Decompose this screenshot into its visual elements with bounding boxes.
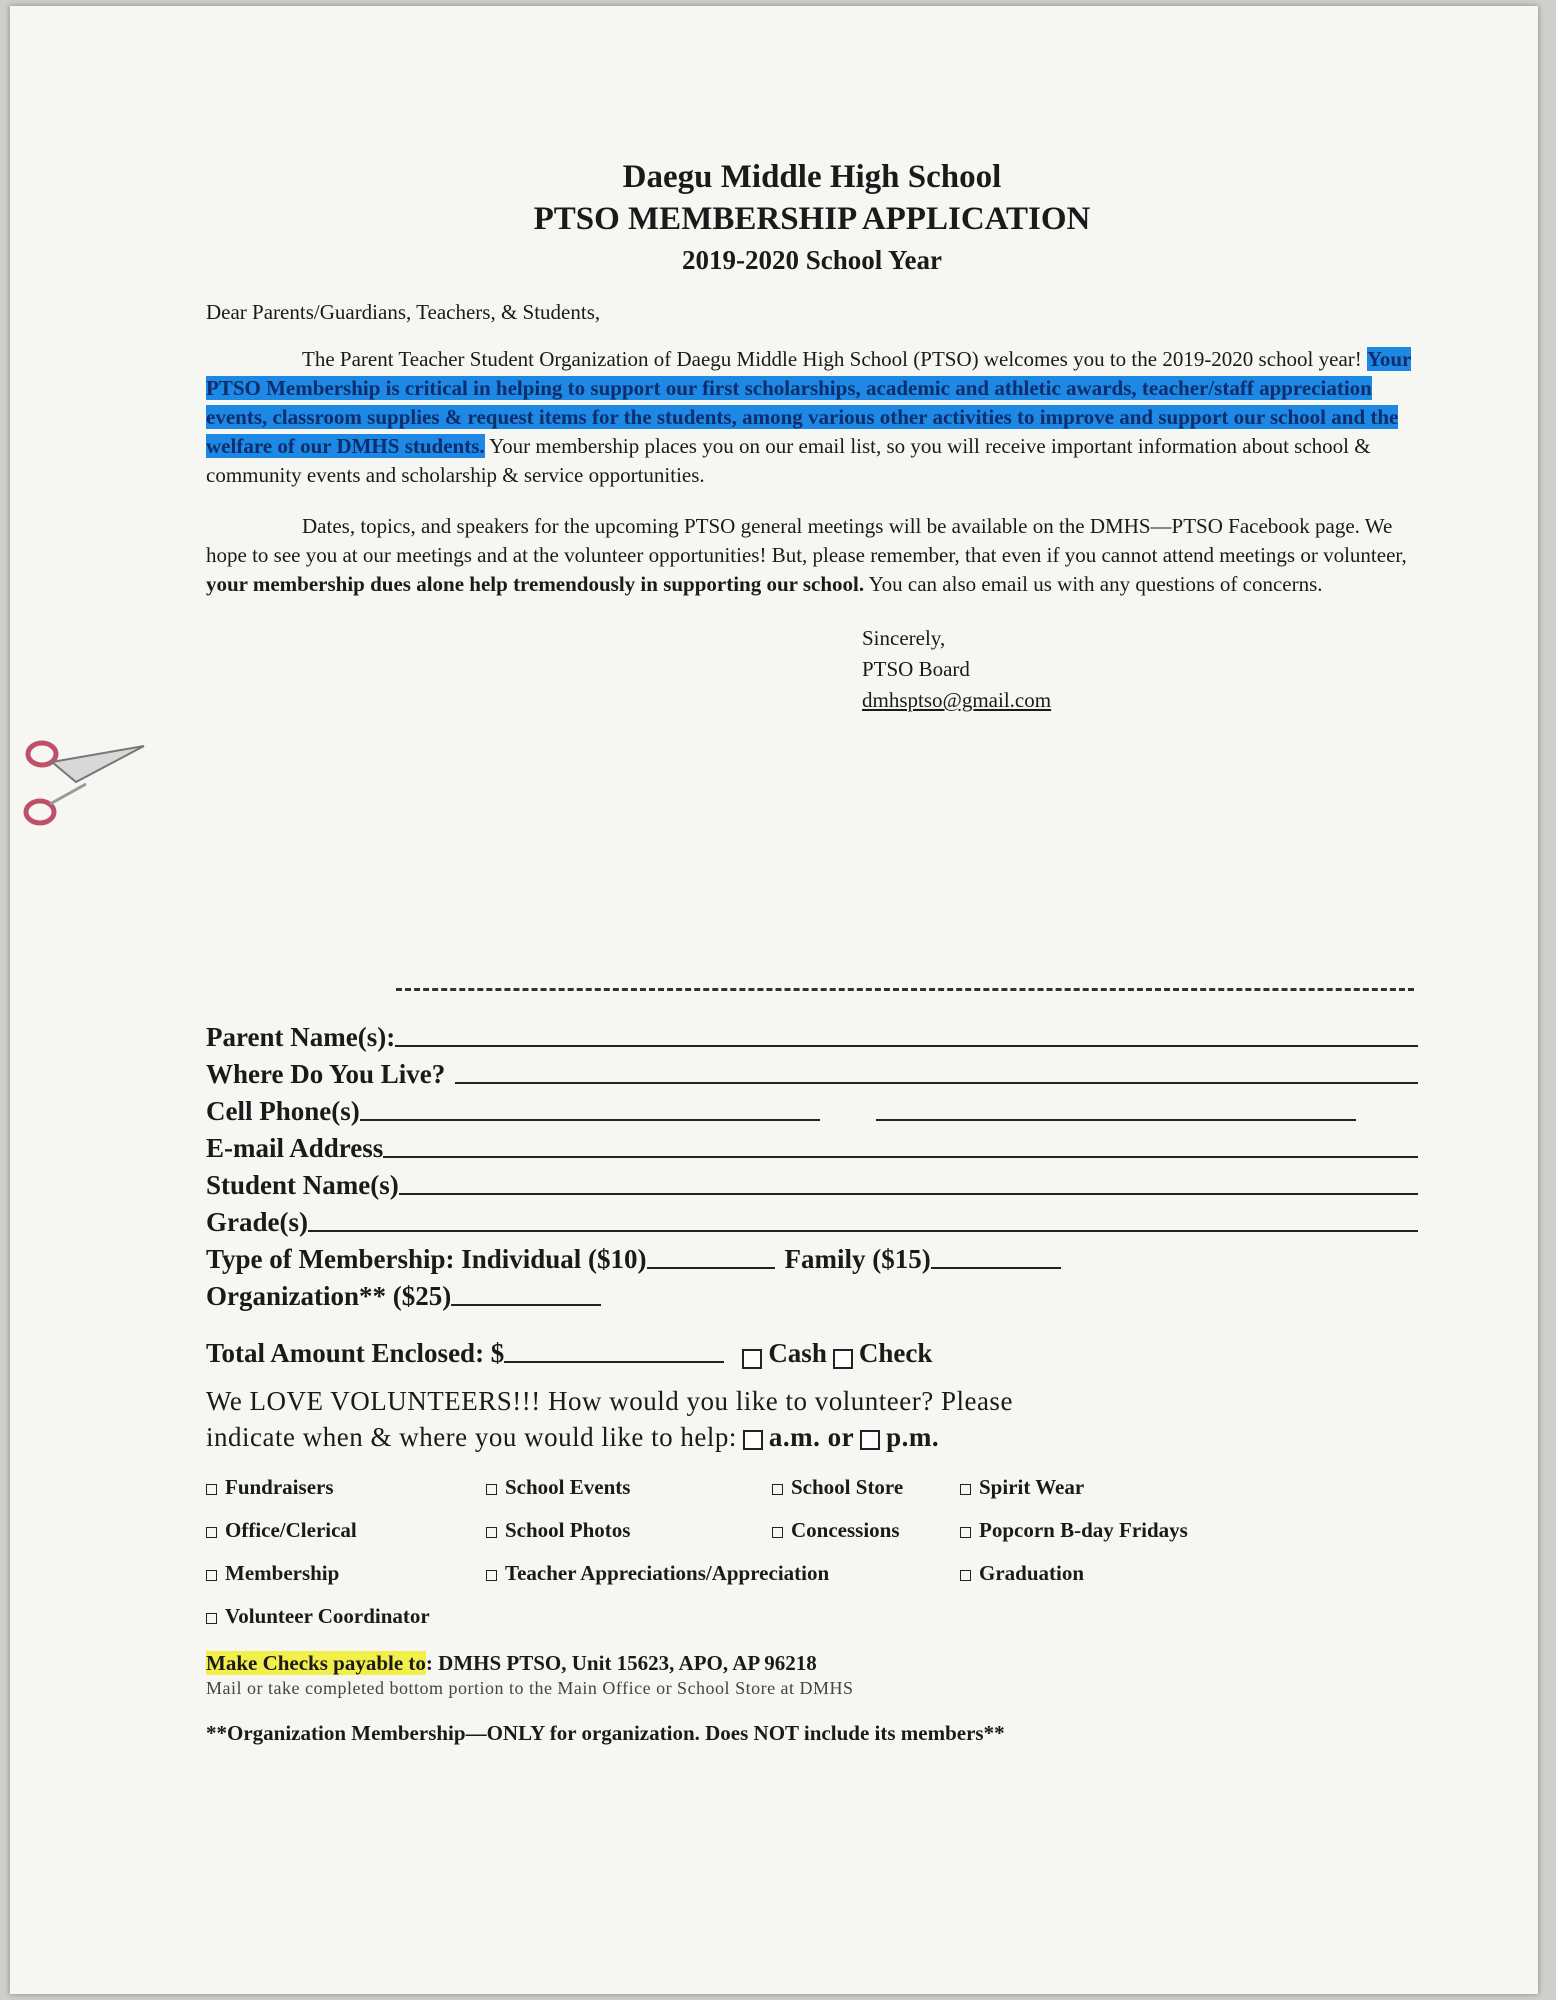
volunteer-option[interactable] (772, 1518, 960, 1543)
option-label: Office/Clerical (225, 1518, 357, 1542)
school-year: 2019-2020 School Year (682, 245, 942, 275)
organization-field[interactable] (451, 1303, 601, 1306)
email-row (206, 1127, 1418, 1164)
total-field[interactable] (504, 1360, 724, 1363)
signature-block (862, 623, 1418, 716)
option-checkbox[interactable] (960, 1484, 971, 1495)
volunteer-option[interactable] (960, 1561, 1280, 1586)
pm-checkbox[interactable] (860, 1430, 880, 1450)
cell-phone-field-1[interactable] (360, 1118, 820, 1121)
option-checkbox[interactable] (772, 1484, 783, 1495)
option-checkbox[interactable] (960, 1570, 971, 1581)
cell-phone-label: Cell Phone(s) (206, 1096, 360, 1126)
cash-label: Cash (768, 1338, 827, 1368)
grade-row (206, 1201, 1418, 1238)
individual-field[interactable] (647, 1266, 775, 1269)
student-name-label: Student Name(s) (206, 1170, 399, 1200)
document-content (206, 156, 1418, 716)
parent-name-label: Parent Name(s): (206, 1022, 396, 1052)
paragraph-1-start: The Parent Teacher Student Organization of Daegu Middle High School (PTSO) welcomes you to the 2019-2020 school year! (302, 347, 1368, 371)
volunteer-option[interactable] (486, 1518, 772, 1543)
volunteer-options (206, 1475, 1418, 1629)
organization-label: Organization** ($25) (206, 1281, 452, 1311)
paragraph-2-start: Dates, topics, and speakers for the upcoming PTSO general meetings will be available on the DMHS—PTSO Facebook page. We hope to see you at our meetings and at the volunteer opportunities! But, please remember, that even if you cannot attend meetings or volunteer, (206, 514, 1407, 567)
check-checkbox[interactable] (833, 1349, 853, 1369)
paragraph-1-end: Your membership places you on our email list, so you will receive important information about school & community events and scholarship & service opportunities. (206, 434, 1371, 487)
option-label: Popcorn B-day Fridays (979, 1518, 1188, 1542)
option-label: Volunteer Coordinator (225, 1604, 430, 1628)
grade-field[interactable] (308, 1229, 1418, 1232)
option-checkbox[interactable] (772, 1527, 783, 1538)
document-page (10, 6, 1538, 1994)
option-checkbox[interactable] (486, 1484, 497, 1495)
paragraph-2-bold: your membership dues alone help tremendously in supporting our school. (206, 572, 865, 596)
option-checkbox[interactable] (960, 1527, 971, 1538)
option-label: Concessions (791, 1518, 900, 1542)
volunteer-option[interactable] (486, 1475, 772, 1500)
highlighted-text: Your PTSO Membership is critical in helping to support our first scholarships, academic and athletic awards, teacher/staff appreciation events, classroom supplies & request items for the students, among various other activities to improve and support our school and the welfare of our DMHS students. (206, 347, 1412, 458)
where-live-field[interactable] (455, 1081, 1418, 1084)
email-field[interactable] (383, 1155, 1418, 1158)
option-label: School Events (505, 1475, 631, 1499)
option-checkbox[interactable] (206, 1613, 217, 1624)
volunteer-option[interactable] (960, 1475, 1280, 1500)
volunteer-heading (206, 1383, 1418, 1455)
option-checkbox[interactable] (486, 1527, 497, 1538)
family-label: Family ($15) (784, 1244, 931, 1274)
option-label: Graduation (979, 1561, 1085, 1585)
volunteer-option[interactable] (486, 1561, 960, 1586)
volunteer-heading-line-2 (206, 1419, 1418, 1455)
option-label: Fundraisers (225, 1475, 334, 1499)
cell-phone-row (206, 1090, 1418, 1127)
option-checkbox[interactable] (206, 1570, 217, 1581)
volunteer-option[interactable] (206, 1475, 486, 1500)
pm-label: p.m. (886, 1422, 940, 1452)
paragraph-2 (206, 512, 1418, 599)
total-label: Total Amount Enclosed: $ (206, 1338, 505, 1368)
am-checkbox[interactable] (743, 1430, 763, 1450)
cell-phone-field-2[interactable] (876, 1118, 1356, 1121)
option-label: School Store (791, 1475, 904, 1499)
payable-label: Make Checks payable to (206, 1651, 426, 1675)
where-live-label: Where Do You Live? (206, 1059, 446, 1089)
total-row (206, 1332, 1418, 1369)
option-label: School Photos (505, 1518, 631, 1542)
salutation: Dear Parents/Guardians, Teachers, & Students, (206, 300, 601, 324)
volunteer-option[interactable] (960, 1518, 1280, 1543)
membership-type-row (206, 1238, 1418, 1275)
volunteer-heading-text: indicate when & where you would like to help: (206, 1422, 737, 1452)
volunteer-option[interactable] (772, 1475, 960, 1500)
school-title: Daegu Middle High School (622, 159, 1002, 195)
parent-name-row (206, 1016, 1418, 1053)
student-name-row (206, 1164, 1418, 1201)
volunteer-option[interactable] (206, 1518, 486, 1543)
family-field[interactable] (931, 1266, 1061, 1269)
organization-row (206, 1275, 1418, 1312)
volunteer-heading-line-1: We LOVE VOLUNTEERS!!! How would you like to volunteer? Please (206, 1386, 1013, 1416)
grade-label: Grade(s) (206, 1207, 308, 1237)
am-label: a.m. or (768, 1422, 855, 1452)
closing: Sincerely, (862, 626, 946, 650)
organization-note: **Organization Membership—ONLY for organization. Does NOT include its members** (206, 1721, 1005, 1745)
paragraph-2-end: You can also email us with any questions of concerns. (864, 572, 1323, 596)
form-title: PTSO MEMBERSHIP APPLICATION (533, 201, 1091, 237)
scissors-icon (16, 734, 196, 844)
option-label: Spirit Wear (979, 1475, 1085, 1499)
option-checkbox[interactable] (486, 1570, 497, 1581)
where-live-row (206, 1053, 1418, 1090)
volunteer-option[interactable] (206, 1561, 486, 1586)
student-name-field[interactable] (399, 1192, 1418, 1195)
check-label: Check (858, 1338, 933, 1368)
parent-name-field[interactable] (395, 1044, 1418, 1047)
option-checkbox[interactable] (206, 1484, 217, 1495)
option-checkbox[interactable] (206, 1527, 217, 1538)
mail-note: Mail or take completed bottom portion to the Main Office or School Store at DMHS (206, 1678, 854, 1698)
option-label: Teacher Appreciations/Appreciation (505, 1561, 830, 1585)
cash-checkbox[interactable] (742, 1349, 762, 1369)
paragraph-1 (206, 345, 1418, 490)
payable-value: : DMHS PTSO, Unit 15623, APO, AP 96218 (425, 1651, 817, 1675)
cut-line (396, 988, 1414, 991)
option-label: Membership (225, 1561, 340, 1585)
payable-line (206, 1651, 1418, 1676)
contact-email[interactable]: dmhsptso@gmail.com (862, 688, 1052, 712)
signer: PTSO Board (862, 657, 970, 681)
membership-type-label: Type of Membership: Individual ($10) (206, 1244, 647, 1274)
email-label: E-mail Address (206, 1133, 384, 1163)
volunteer-option[interactable] (206, 1604, 772, 1629)
membership-form (206, 1016, 1418, 1746)
